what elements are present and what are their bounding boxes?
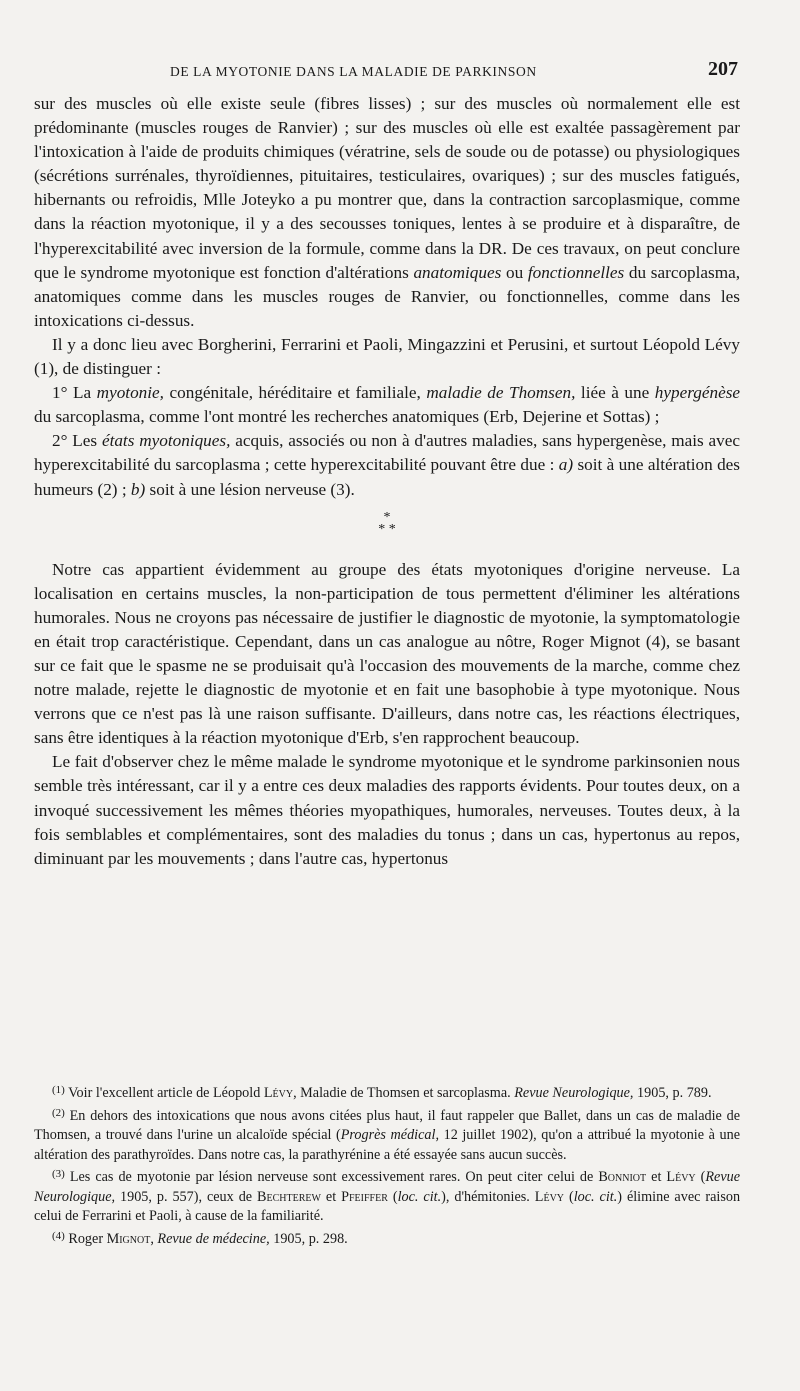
- paragraph-2: Il y a donc lieu avec Borgherini, Ferrarini et Paoli, Mingazzini et Perusini, et surtout Léopold Lévy (1), de distinguer :: [34, 334, 740, 379]
- list-item-1: 1° La myotonie, congénitale, héréditaire et familiale, maladie de Thomsen, liée à une hypergénèse du sarcoplasma, comme l'ont montré les recherches anatomiques (Erb, Dejerine et Sottas) ;: [34, 383, 741, 427]
- paragraph-4: Le fait d'observer chez le même malade le syndrome myotonique et le syndrome parkinsonien nous semble très intéressant, car il y a entre ces deux maladies des rapports évidents. Pour toutes deux, on a invoqué successivement les mêmes théories myopathiques, humorales, nerveuses. Toutes deux, à la fois semblables et complémentaires, sont des maladies du tonus ; dans un cas, hypertonus au repos, diminuant par les mouvements ; dans l'autre cas, hypertonus: [34, 752, 740, 868]
- main-text: [34, 92, 740, 871]
- separator-star-top: *: [383, 509, 391, 525]
- list-item-2: 2° Les états myotoniques, acquis, associés ou non à d'autres maladies, sans hypergenèse, mais avec hyperexcitabilité du sarcoplasma ; cette hyperexcitabilité pouvant être due : a) soit à une altération des humeurs (2) ; b) soit à une lésion nerveuse (3).: [34, 431, 741, 499]
- page-header: [0, 58, 800, 88]
- section-separator: [34, 509, 740, 537]
- paragraph-1: sur des muscles où elle existe seule (fibres lisses) ; sur des muscles où normalement elle est prédominante (muscles rouges de Ranvier) ; sur des muscles où elle est exaltée passagèrement par l'intoxication à l'aide de produits chimiques (vératrine, sels de soude ou de potasse) ou physiologiques (sécrétions surrénales, thyroïdiennes, pituitaires, testiculaires, ovariques) ; sur des muscles fatigués, hibernants ou refroidis, Mlle Joteyko a pu montrer que, dans la contraction sarcoplasmique, comme dans la réaction myotonique, il y a des secousses toniques, lentes à se produire et à disparaître, de l'hyperexcitabilité avec inversion de la formule, comme dans la DR. De ces travaux, on peut conclure que le syndrome myotonique est fonction d'altérations anatomiques ou fonctionnelles du sarcoplasma, anatomiques comme dans les muscles rouges de Ranvier, ou fonctionnelles, comme dans les intoxications ci-dessus.: [34, 94, 741, 330]
- running-title: DE LA MYOTONIE DANS LA MALADIE DE PARKINSON: [170, 64, 537, 79]
- footnote-4: $^{(4)}$ Roger Mignot, Revue de médecine, 1905, p. 298.: [52, 1229, 348, 1247]
- footnote-3: $^{(3)}$ Les cas de myotonie par lésion nerveuse sont excessivement rares. On peut citer celui de Bonniot et Lévy (Revue Neurologique, 1905, p. 557), ceux de Bechterew et Pfeiffer (loc. cit.), d'hémitonies. Lévy (loc. cit.) élimine avec raison celui de Ferrarini et Paoli, à cause de la familiarité.: [34, 1168, 741, 1224]
- paragraph-3: Notre cas appartient évidemment au groupe des états myotoniques d'origine nerveuse. La localisation en certains muscles, la non-participation de tous permettent d'éliminer les altérations humorales. Nous ne croyons pas nécessaire de justifier le diagnostic de myotonie, la symptomatologie en était trop caractéristique. Cependant, dans un cas analogue au nôtre, Roger Mignot (4), se basant sur ce fait que le spasme ne se produisait qu'à l'occasion des mouvements de la marche, comme chez notre malade, rejette le diagnostic de myotonie et en fait une basophobie à type myotonique. Nous verrons que ce n'est pas là une raison suffisante. D'ailleurs, dans notre cas, les réactions électriques, sans être identiques à la réaction myotonique d'Erb, s'en rapprochent beaucoup.: [34, 559, 740, 748]
- page-number: 207: [708, 58, 738, 80]
- footnote-2: $^{(2)}$ En dehors des intoxications que nous avons citées plus haut, il faut rappeler que Ballet, dans un cas de maladie de Thomsen, a trouvé dans l'urine un alcaloïde spécial (Progrès médical, 12 juillet 1902), qu'on a attribué la myotonie à une altération des parathyroïdes. Dans notre cas, la parathyrénine a été essayée sans aucun succès.: [34, 1106, 741, 1163]
- footnote-1: $^{(1)}$ Voir l'excellent article de Léopold Lévy, Maladie de Thomsen et sarcoplasma. Revue Neurologique, 1905, p. 789.: [52, 1084, 712, 1101]
- footnotes: [34, 1081, 740, 1249]
- separator-stars-bottom: * *: [378, 521, 396, 537]
